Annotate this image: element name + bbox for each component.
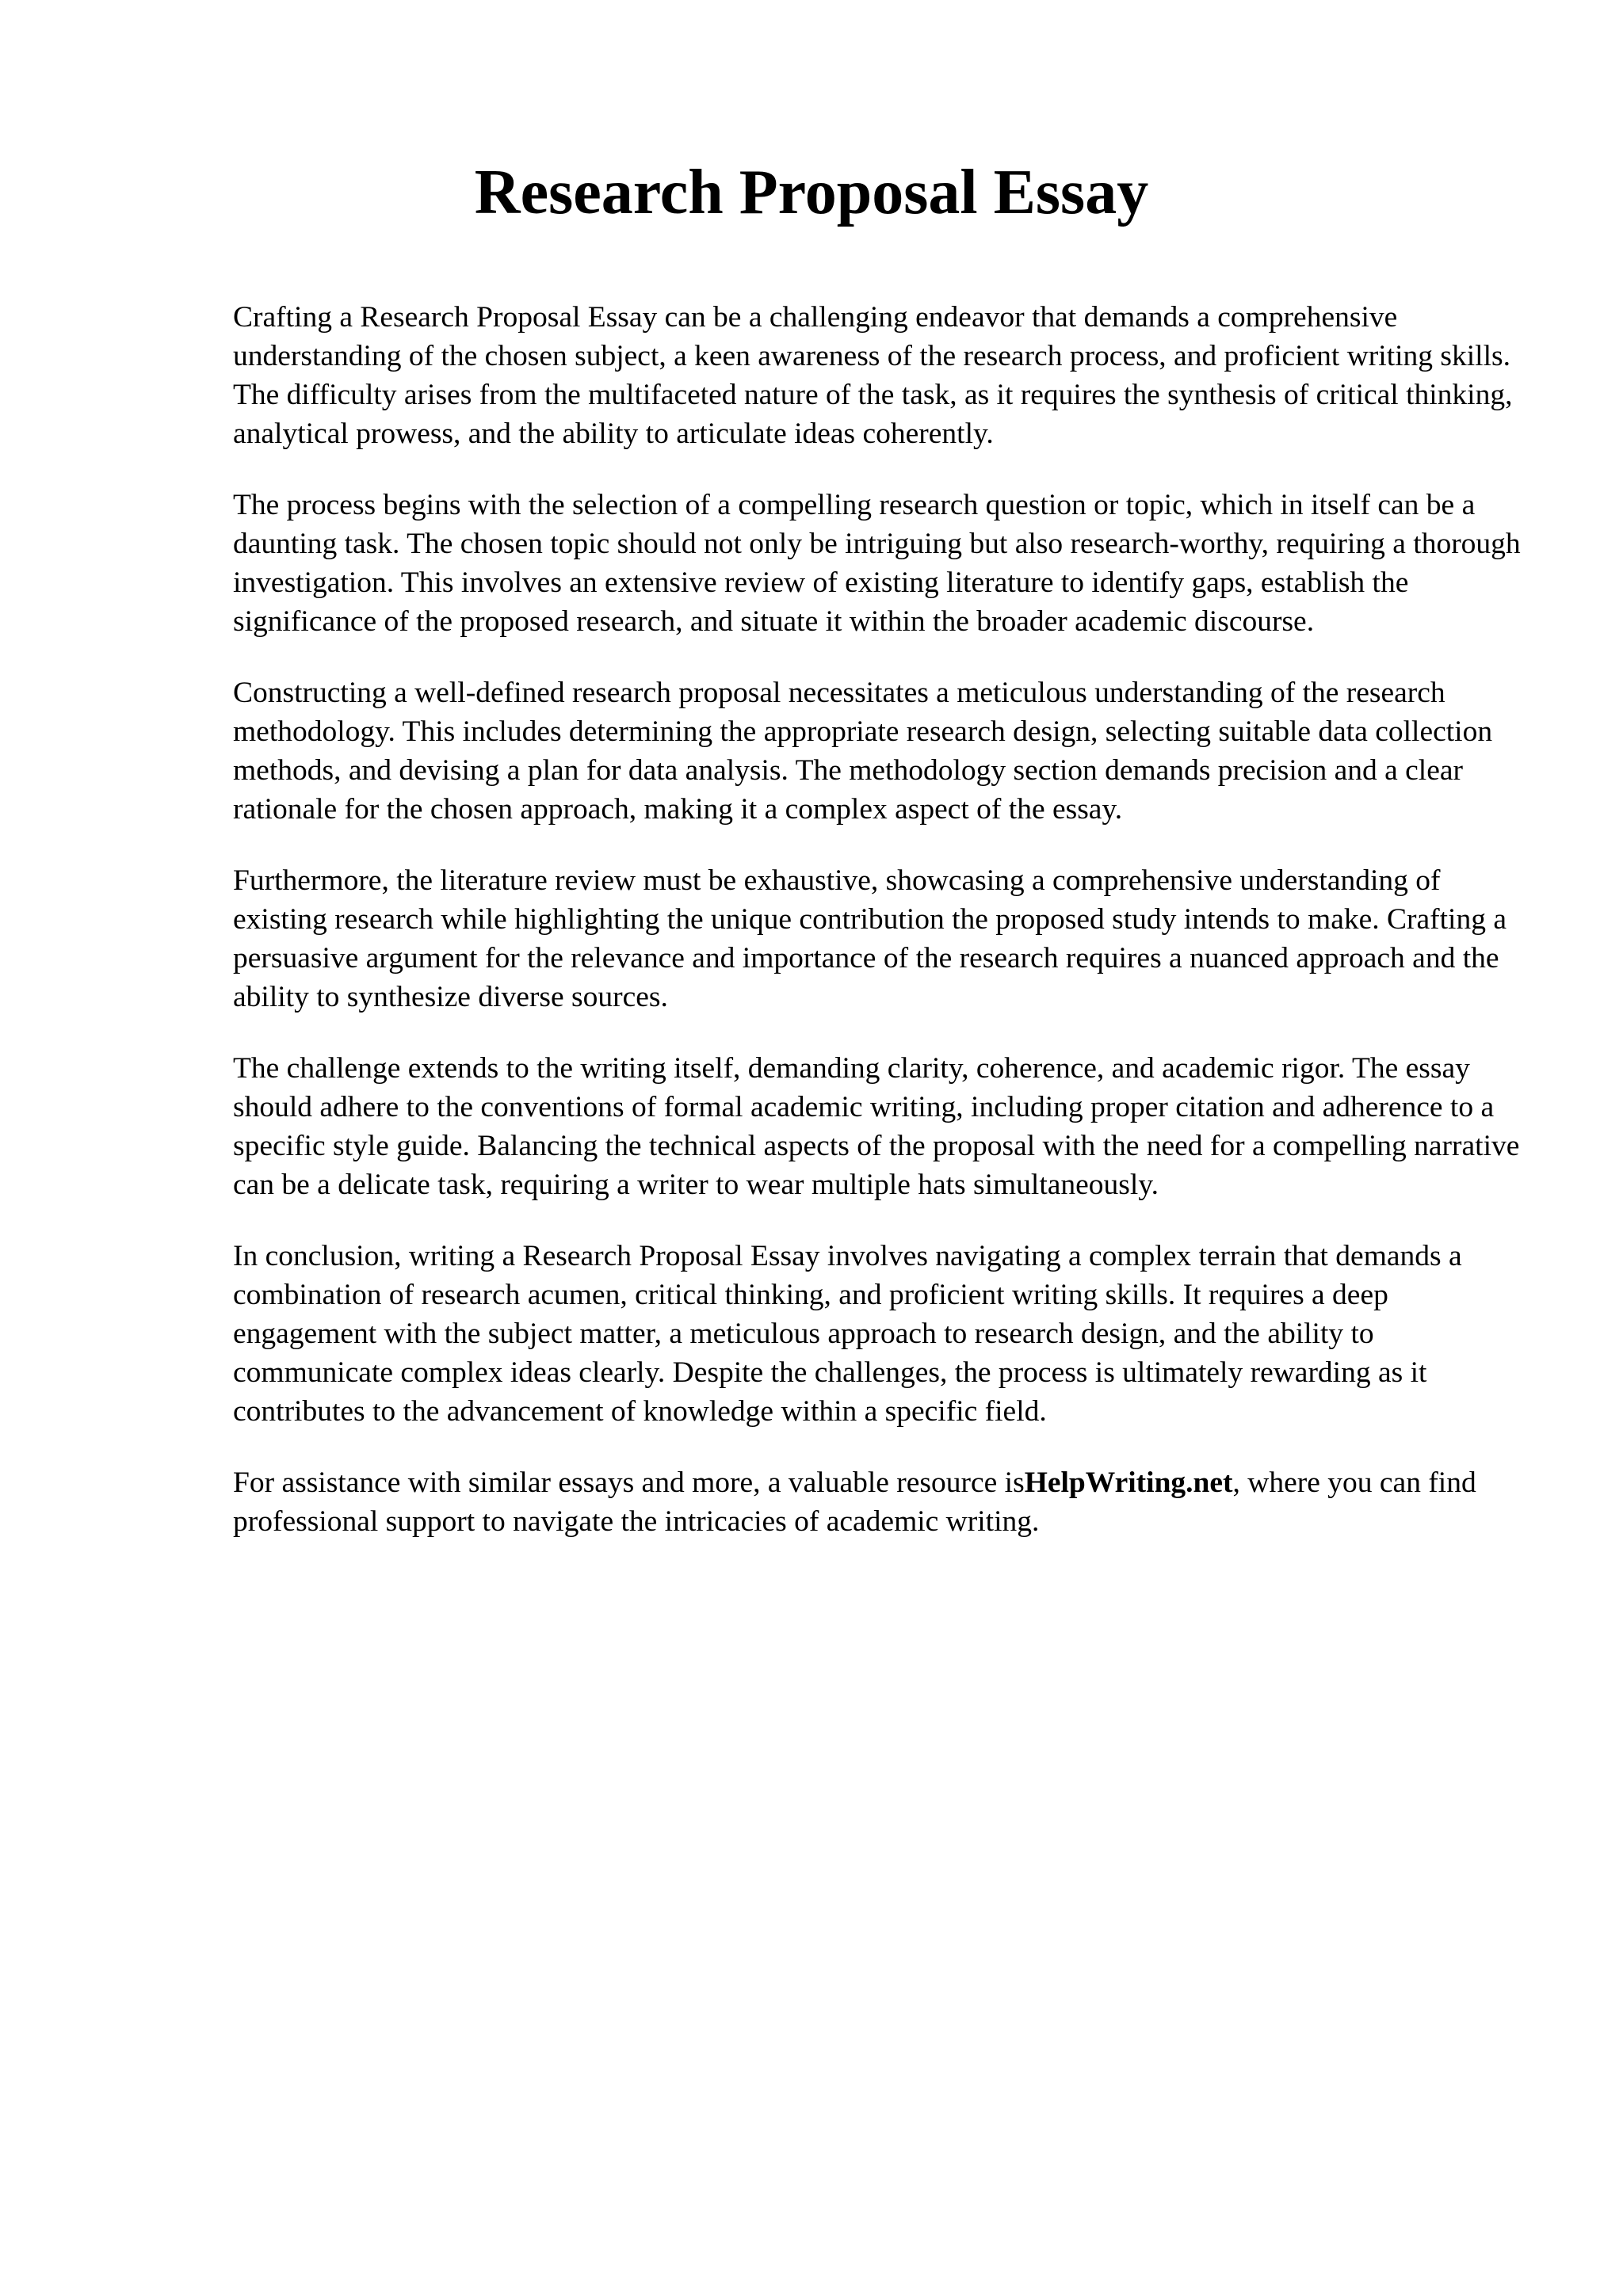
closing-text-after: , where you can find professional support to navigate the intricacies of academic writing. — [233, 1466, 1476, 1538]
paragraph-topic-selection: The process begins with the selection of a compelling research question or topic, which in itself can be a daunting task. The chosen topic should not only be intriguing but also research-worthy, requiring a thorough investigation. This involves an extensive review of existing literature to identify gaps, establish the significance of the proposed research, and situate it within the broader academic discourse. — [233, 489, 1521, 638]
paragraph-intro: Crafting a Research Proposal Essay can be a challenging endeavor that demands a comprehensive understanding of the chosen subject, a keen awareness of the research process, and proficient writing skills. The difficulty arises from the multifaceted nature of the task, as it requires the synthesis of critical thinking, analytical prowess, and the ability to articulate ideas coherently. — [233, 301, 1513, 450]
page-title: Research Proposal Essay — [474, 158, 1149, 227]
paragraph-conclusion: In conclusion, writing a Research Proposal Essay involves navigating a complex terrain that demands a combination of research acumen, critical thinking, and proficient writing skills. It requires a deep engagement with the subject matter, a meticulous approach to research design, and the ability to communicate complex ideas clearly. Despite the challenges, the process is ultimately rewarding as it contributes to the advancement of knowledge within a specific field. — [233, 1240, 1462, 1428]
essay-body — [233, 298, 1533, 1573]
paragraph-writing-challenge: The challenge extends to the writing itself, demanding clarity, coherence, and academic rigor. The essay should adhere to the conventions of formal academic writing, including proper citation and adherence to a specific style guide. Balancing the technical aspects of the proposal with the need for a compelling narrative can be a delicate task, requiring a writer to wear multiple hats simultaneously. — [233, 1052, 1520, 1201]
paragraph-literature-review: Furthermore, the literature review must be exhaustive, showcasing a comprehensive understanding of existing research while highlighting the unique contribution the proposed study intends to make. Crafting a persuasive argument for the relevance and importance of the research requires a nuanced approach and the ability to synthesize diverse sources. — [233, 864, 1507, 1013]
brand-name: HelpWriting.net — [1024, 1466, 1233, 1499]
paragraph-methodology: Constructing a well-defined research proposal necessitates a meticulous understanding of the research methodology. This includes determining the appropriate research design, selecting suitable data collection methods, and devising a plan for data analysis. The methodology section demands precision and a clear rationale for the chosen approach, making it a complex aspect of the essay. — [233, 677, 1493, 826]
paragraph-closing — [233, 1463, 1533, 1541]
closing-text-before: For assistance with similar essays and more, a valuable resource is — [233, 1466, 1025, 1499]
